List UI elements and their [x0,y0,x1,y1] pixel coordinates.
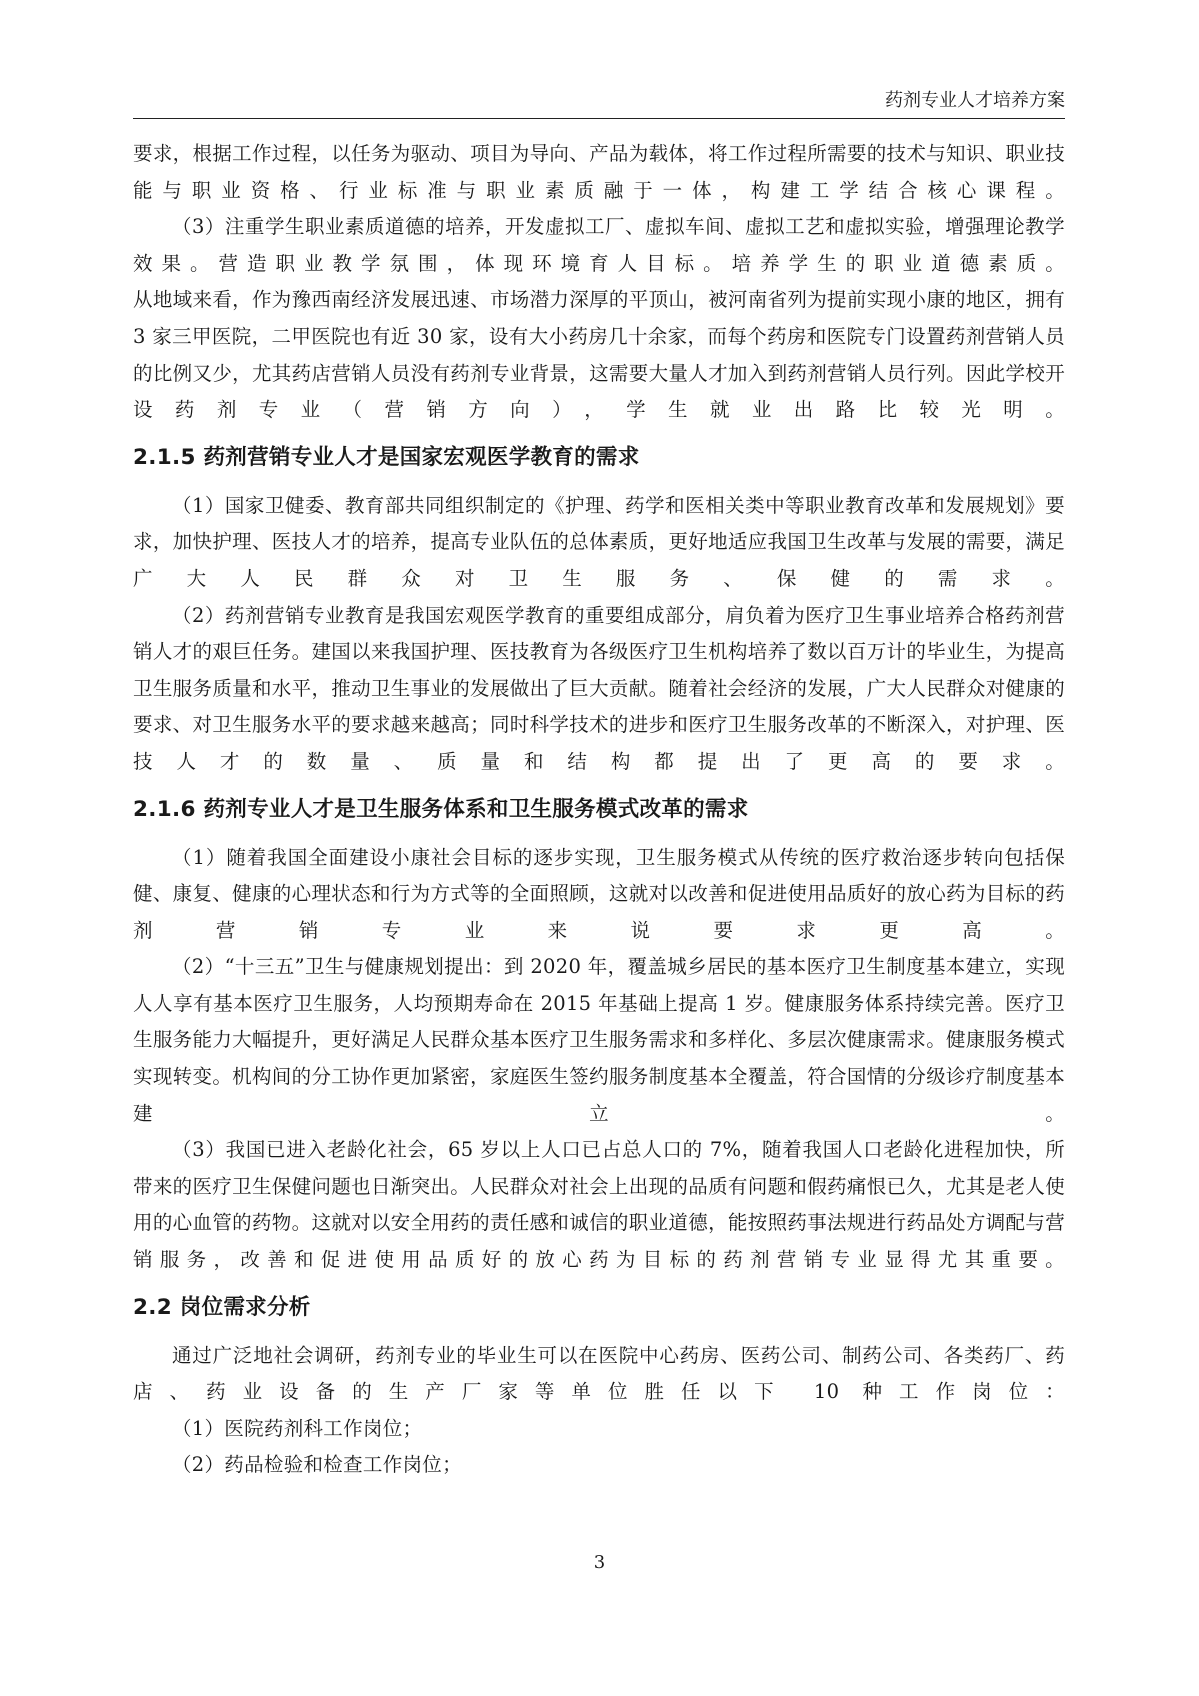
page-body [133,136,1065,1484]
paragraph: （3）我国已进入老龄化社会，65 岁以上人口已占总人口的 7%，随着我国人口老龄化进程加快，所带来的医疗卫生保健问题也日渐突出。人民群众对社会上出现的品质有问题和假药痛恨已久，尤其是老人使用的心血管的药物。这就对以安全用药的责任感和诚信的职业道德，能按照药事法规进行药品处方调配与营销服务，改善和促进使用品质好的放心药为目标的药剂营销专业显得尤其重要。 [133,1138,1065,1272]
paragraph: （1）随着我国全面建设小康社会目标的逐步实现，卫生服务模式从传统的医疗救治逐步转向包括保健、康复、健康的心理状态和行为方式等的全面照顾，这就对以改善和促进使用品质好的放心药为目标的药剂营销专业来说要求更高。 [133,845,1065,942]
paragraph: （1）国家卫健委、教育部共同组织制定的《护理、药学和医相关类中等职业教育改革和发展规划》要求，加快护理、医技人才的培养，提高专业队伍的总体素质，更好地适应我国卫生改革与发展的需要，满足广大人民群众对卫生服务、保健的需求。 [133,493,1065,590]
paragraph: （2）“十三五”卫生与健康规划提出：到 2020 年，覆盖城乡居民的基本医疗卫生制度基本建立，实现人人享有基本医疗卫生服务，人均预期寿命在 2015 年基础上提高 1 岁。健康服务体系持续完善。医疗卫生服务能力大幅提升，更好满足人民群众基本医疗卫生服务需求和多样化、多层次健康需求。健康服务模式实现转变。机构间的分工协作更加紧密，家庭医生签约服务制度基本全覆盖，符合国情的分级诊疗制度基本建立。 [133,955,1065,1125]
section-heading-2-1-5: 2.1.5 药剂营销专业人才是国家宏观医学教育的需求 [133,444,640,470]
list-item: （1）医院药剂科工作岗位； [172,1416,423,1440]
page-number: 3 [593,1552,606,1573]
paragraph-item-3: （3）注重学生职业素质道德的培养，开发虚拟工厂、虚拟车间、虚拟工艺和虚拟实验，增强理论教学效果。营造职业教学氛围，体现环境育人目标。培养学生的职业道德素质。 [133,215,1065,275]
paragraph: 通过广泛地社会调研，药剂专业的毕业生可以在医院中心药房、医药公司、制药公司、各类药厂、药店、药业设备的生产厂家等单位胜任以下 10 种工作岗位： [133,1343,1065,1404]
header-title: 药剂专业人才培养方案 [885,90,1065,111]
section-heading-2-2: 2.2 岗位需求分析 [133,1294,311,1320]
paragraph-region: 从地域来看，作为豫西南经济发展迅速、市场潜力深厚的平顶山，被河南省列为提前实现小康的地区，拥有 3 家三甲医院，二甲医院也有近 30 家，设有大小药房几十余家，而每个药房和医院专门设置药剂营销人员的比例又少，尤其药店营销人员没有药剂专业背景，这需要大量人才加入到药剂营销人员行列。因此学校开设药剂专业（营销方向），学生就业出路比较光明。 [133,288,1065,422]
list-item: （2）药品检验和检查工作岗位； [172,1453,462,1477]
section-heading-2-1-6: 2.1.6 药剂专业人才是卫生服务体系和卫生服务模式改革的需求 [133,796,749,822]
paragraph-continued: 要求，根据工作过程，以任务为驱动、项目为导向、产品为载体，将工作过程所需要的技术与知识、职业技能与职业资格、行业标准与职业素质融于一体，构建工学结合核心课程。 [133,142,1065,202]
paragraph: （2）药剂营销专业教育是我国宏观医学教育的重要组成部分，肩负着为医疗卫生事业培养合格药剂营销人才的艰巨任务。建国以来我国护理、医技教育为各级医疗卫生机构培养了数以百万计的毕业生，为提高卫生服务质量和水平，推动卫生事业的发展做出了巨大贡献。随着社会经济的发展，广大人民群众对健康的要求、对卫生服务水平的要求越来越高；同时科学技术的进步和医疗卫生服务改革的不断深入，对护理、医技人才的数量、质量和结构都提出了更高的要求。 [133,603,1065,773]
page-header [133,88,1065,119]
